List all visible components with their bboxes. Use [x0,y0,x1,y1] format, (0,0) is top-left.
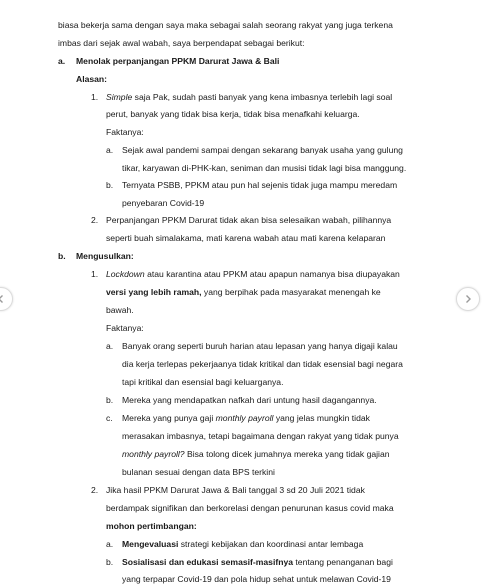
item-b2b-rest: tentang penanganan bagi [295,557,393,567]
item-a1-line-1 [106,89,392,106]
item-a1a-marker: a. [106,145,114,155]
item-a2-number: 2. [91,215,99,225]
item-b1-rest: atau karantina atau PPKM atau apapun namanya bisa diupayakan [147,269,400,279]
alasan-heading: Alasan: [76,74,108,84]
item-b2b-line-2: yang terpapar Covid-19 dan pola hidup sehat untuk melawan Covid-19 [122,574,391,584]
item-a1-number: 1. [91,92,99,102]
chevron-right-icon [463,294,473,304]
faktanya-label-2: Faktanya: [106,323,144,333]
item-b2-line-2: berdampak signifikan dan berkorelasi dengan penurunan kasus covid maka [106,503,394,513]
item-b1c-line-2: merasakan imbasnya, tetapi bagaimana dengan rakyat yang tidak punya [122,431,399,441]
item-b1c-line-1-a: Mereka yang punya gaji [122,413,214,423]
item-b2b-line-1 [122,554,393,571]
item-b1-line-1 [106,266,400,283]
item-b1-line-3: bawah. [106,305,134,315]
item-b1a-line-2: dia kerja terlepas pekerjaanya tidak kritikal dan tidak esensial bagi negara [122,359,403,369]
item-b1c-line-3-b: Bisa tolong dicek jumahnya mereka yang tidak gajian [186,449,390,459]
item-b1c-line-1-b: yang jelas mungkin tidak [275,413,370,423]
item-a1b-marker: b. [106,180,114,190]
item-b1a-line-3: tapi kritikal dan esensial bagi keluarganya. [122,377,284,387]
section-a-marker: a. [58,56,66,66]
item-a1-italic: Simple [106,92,133,102]
item-b1a-line-1: Banyak orang seperti buruh harian atau lepasan yang hanya digaji kalau [122,341,398,351]
item-b1-rest-2: yang berpihak pada masyarakat menengah ke [203,287,381,297]
item-a1b-line-2: penyebaran Covid-19 [122,198,205,208]
item-b2a-bold: Mengevaluasi [122,539,179,549]
item-b1c-line-4: bulanan sesuai dengan data BPS terkini [122,467,275,477]
item-b1b-marker: b. [106,395,114,405]
item-b2-line-3: mohon pertimbangan: [106,521,197,531]
item-b2b-bold: Sosialisasi dan edukasi semasif-masifnya [122,557,294,567]
item-b2a-marker: a. [106,539,114,549]
item-b1c-marker: c. [106,413,113,423]
chevron-left-icon [0,294,6,304]
item-b1-line-2 [106,284,381,301]
item-b2-number: 2. [91,485,99,495]
item-b1-bold: versi yang lebih ramah, [106,287,202,297]
item-b1c-line-3 [122,446,390,463]
item-b1c-line-1 [122,410,370,427]
faktanya-label-1: Faktanya: [106,127,144,137]
item-a2-line-2: seperti buah simalakama, mati karena wabah atau mati karena kelaparan [106,233,386,243]
item-b2a-line-1 [122,536,363,553]
section-b-title: Mengusulkan: [76,251,134,261]
item-a1b-line-1: Ternyata PSBB, PPKM atau pun hal sejenis tidak juga mampu meredam [122,180,398,190]
item-a1a-line-1: Sejak awal pandemi sampai dengan sekarang banyak usaha yang gulung [122,145,403,155]
section-a-title: Menolak perpanjangan PPKM Darurat Jawa & Bali [76,56,280,66]
item-b1-italic: Lockdown [106,269,145,279]
item-b2-line-1: Jika hasil PPKM Darurat Jawa & Bali tanggal 3 sd 20 Juli 2021 tidak [106,485,365,495]
intro-line-1: biasa bekerja sama dengan saya maka sebagai salah seorang rakyat yang juga terkena [58,20,393,30]
item-a1a-line-2: tikar, karyawan di-PHK-kan, seniman dan musisi tidak lagi bisa manggung. [122,163,407,173]
item-b2b-marker: b. [106,557,114,567]
item-a1-line-2: perut, banyak yang tidak bisa kerja, tidak bisa menafkahi keluarga. [106,109,360,119]
item-b1a-marker: a. [106,341,114,351]
item-b1b-line-1: Mereka yang mendapatkan nafkah dari untung hasil dagangannya. [122,395,377,405]
next-slide-button[interactable] [456,287,480,311]
section-b-marker: b. [58,251,66,261]
item-b1c-line-3-italic: monthly payroll? [122,449,185,459]
intro-line-2: imbas dari sejak awal wabah, saya berpendapat sebagai berikut: [58,38,305,48]
item-b1-number: 1. [91,269,99,279]
item-b1c-line-1-italic: monthly payroll [215,413,274,423]
item-a1-rest: saja Pak, sudah pasti banyak yang kena imbasnya terlebih lagi soal [134,92,393,102]
item-b2a-rest: strategi kebijakan dan koordinasi antar lembaga [180,539,364,549]
item-a2-line-1: Perpanjangan PPKM Darurat tidak akan bisa selesaikan wabah, pilihannya [106,215,392,225]
